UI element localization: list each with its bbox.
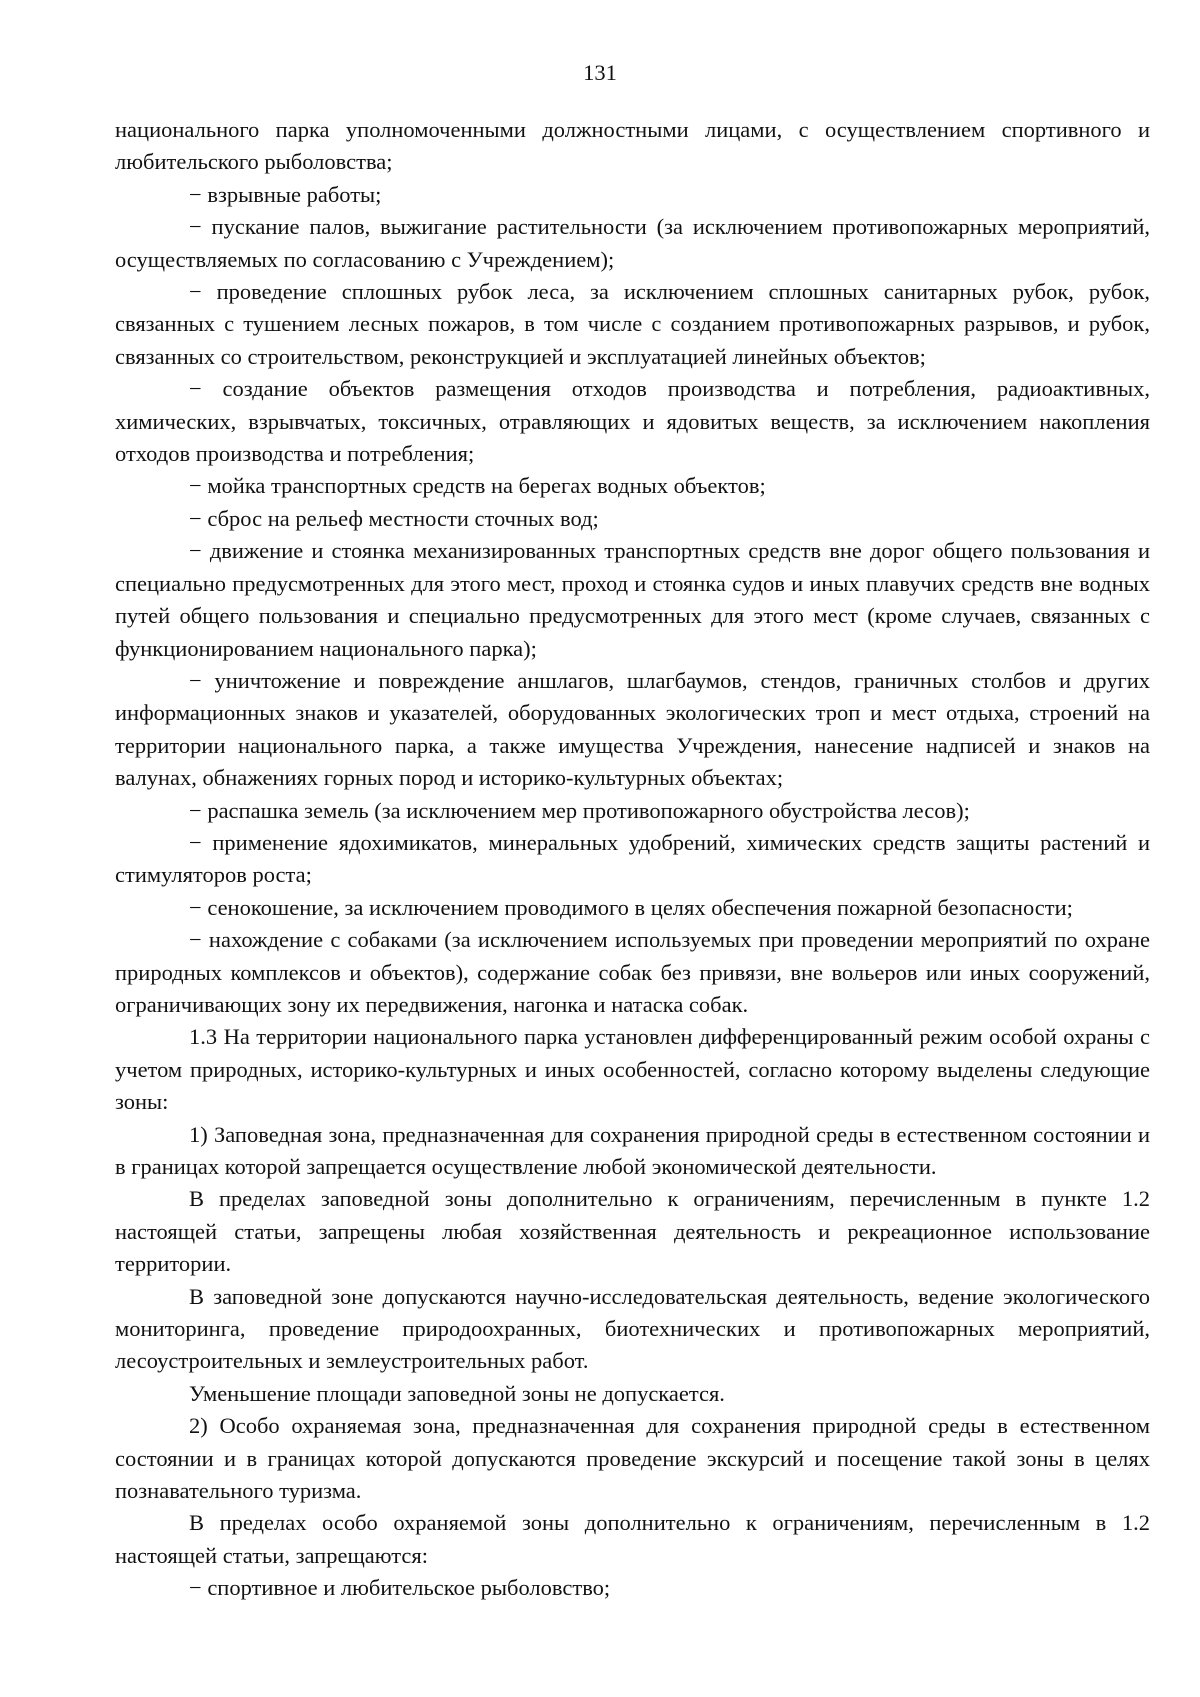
list-item: − взрывные работы;: [189, 181, 382, 207]
section-paragraph: 1.3 На территории национального парка установлен дифференцированный режим особой охраны с учетом природных, историко-культурных и иных особенностей, согласно которому выделены следующие зоны:: [115, 1024, 1150, 1115]
paragraph: В пределах особо охраняемой зоны дополнительно к ограничениям, перечисленным в 1.2 настоящей статьи, запрещаются:: [115, 1510, 1150, 1568]
list-item: − распашка земель (за исключением мер противопожарного обустройства лесов);: [189, 797, 970, 823]
list-item: − сброс на рельеф местности сточных вод;: [189, 505, 599, 531]
paragraph: В заповедной зоне допускаются научно-исследовательская деятельность, ведение экологического мониторинга, проведение природоохранных, биотехнических и противопожарных мероприятий, лесоустроительных и землеустроительных работ.: [115, 1283, 1150, 1374]
paragraph: В пределах заповедной зоны дополнительно к ограничениям, перечисленным в пункте 1.2 настоящей статьи, запрещены любая хозяйственная деятельность и рекреационное использование территории.: [115, 1186, 1150, 1277]
list-item: − создание объектов размещения отходов производства и потребления, радиоактивных, химических, взрывчатых, токсичных, отравляющих и ядовитых веществ, за исключением накопления отходов производства и потребления;: [115, 376, 1150, 467]
list-item: − применение ядохимикатов, минеральных удобрений, химических средств защиты растений и стимуляторов роста;: [115, 829, 1150, 888]
paragraph: национального парка уполномоченными должностными лицами, с осуществлением спортивного и любительского рыболовства;: [115, 117, 1150, 175]
list-item: − пускание палов, выжигание растительности (за исключением противопожарных мероприятий, осуществляемых по согласованию с Учреждением);: [115, 214, 1150, 272]
zone-paragraph: 2) Особо охраняемая зона, предназначенная для сохранения природной среды в естественном состоянии и в границах которой допускаются проведение экскурсий и посещение такой зоны в целях познавательного туризма.: [115, 1413, 1150, 1504]
list-item: − проведение сплошных рубок леса, за исключением сплошных санитарных рубок, рубок, связанных с тушением лесных пожаров, в том числе с созданием противопожарных разрывов, и рубок, связанных со строительством, реконструкцией и эксплуатацией линейных объектов;: [115, 279, 1150, 369]
list-item: − нахождение с собаками (за исключением используемых при проведении мероприятий по охране природных комплексов и объектов), содержание собак без привязи, вне вольеров или иных сооружений, ограничивающих зону их передвижения, нагонка и натаска собак.: [115, 927, 1150, 1017]
zone-paragraph: 1) Заповедная зона, предназначенная для сохранения природной среды в естественном состоянии и в границах которой запрещается осуществление любой экономической деятельности.: [115, 1121, 1150, 1179]
list-item: − мойка транспортных средств на берегах водных объектов;: [189, 473, 766, 499]
list-item: − движение и стоянка механизированных транспортных средств вне дорог общего пользования и специально предусмотренных для этого мест, проход и стоянка судов и иных плавучих средств вне водных путей общего пользования и специально предусмотренных для этого мест (кроме случаев, связанных с функционированием национального парка);: [115, 538, 1150, 661]
list-item: − уничтожение и повреждение аншлагов, шлагбаумов, стендов, граничных столбов и других информационных знаков и указателей, оборудованных экологических троп и мест отдыха, строений на территории национального парка, а также имущества Учреждения, нанесение надписей и знаков на валунах, обнажениях горных пород и историко-культурных объектах;: [115, 667, 1150, 791]
paragraph: Уменьшение площади заповедной зоны не допускается.: [189, 1380, 725, 1406]
list-item: − спортивное и любительское рыболовство;: [189, 1575, 611, 1601]
document-body: [115, 114, 1150, 1605]
list-item: − сенокошение, за исключением проводимого в целях обеспечения пожарной безопасности;: [189, 894, 1073, 920]
page-number: 131: [583, 60, 617, 85]
